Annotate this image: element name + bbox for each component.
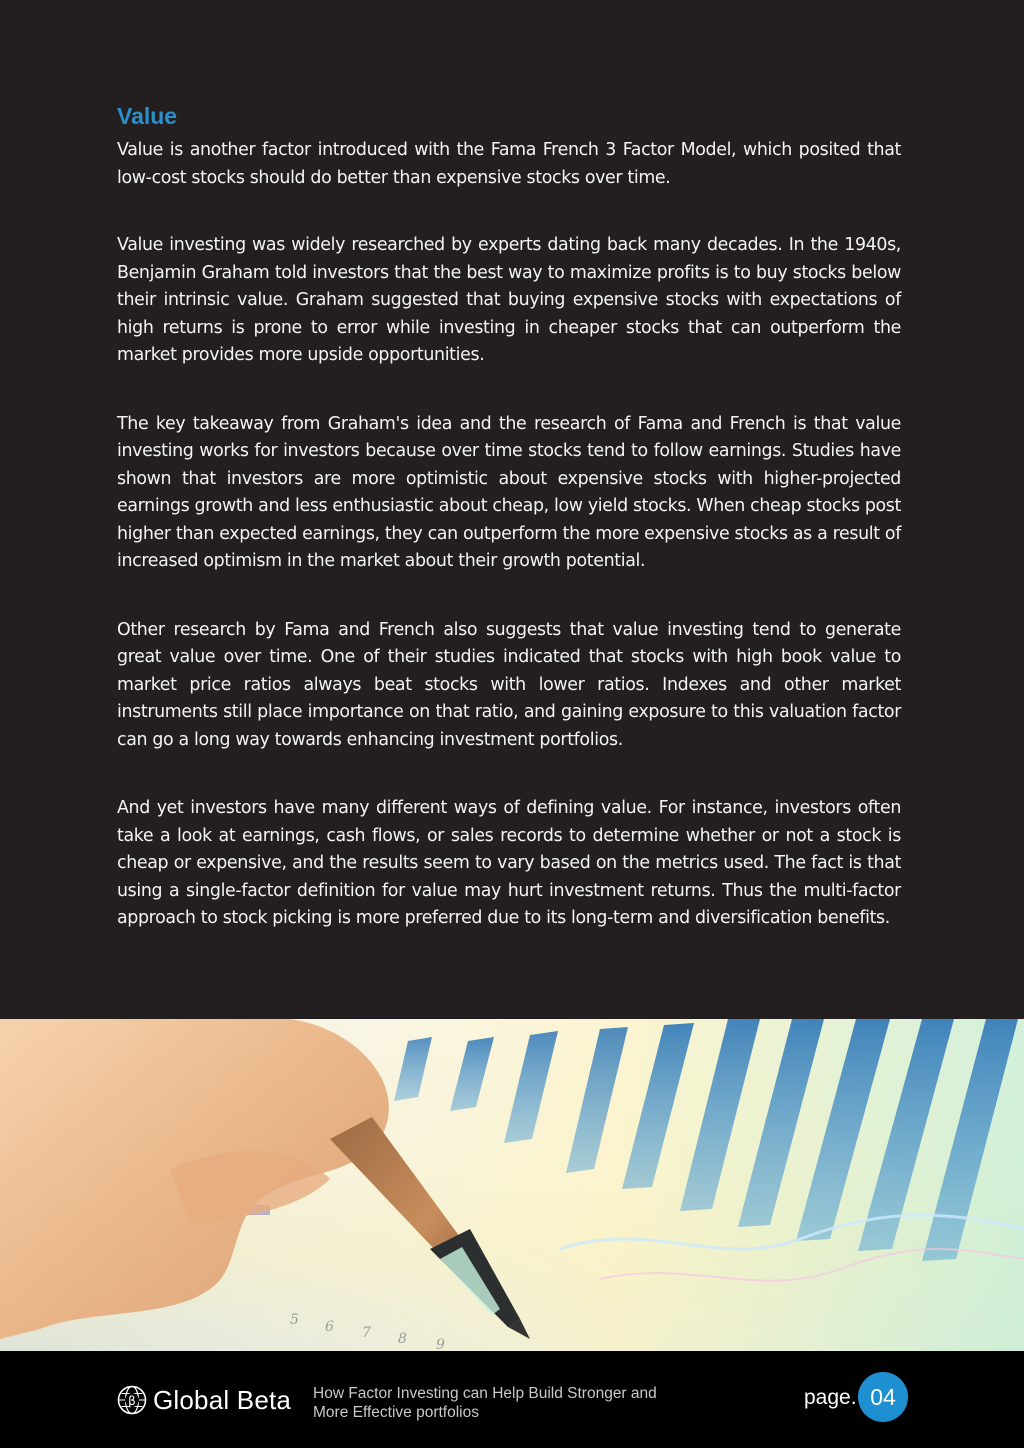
paragraph-2: Value investing was widely researched by experts dating back many decades. In the 1940s, Benjamin Graham told investors that the best way to maximize profits is to buy stocks below their intrinsic value. Graham suggested that buying expensive stocks with expectations of high returns is prone to error while investing in cheaper stocks that can outperform the market provides more upside opportunities. xyxy=(117,235,901,365)
article-body xyxy=(117,101,901,974)
page-label: page. xyxy=(804,1386,857,1409)
page-number-badge: 04 xyxy=(858,1372,908,1422)
svg-text:9: 9 xyxy=(436,1337,445,1351)
pen-chart-illustration xyxy=(0,1019,1024,1351)
globe-beta-icon xyxy=(117,1385,147,1415)
page-footer xyxy=(0,1351,1024,1448)
paragraph-5: And yet investors have many different ways of defining value. For instance, investors often take a look at earnings, cash flows, or sales records to determine whether or not a stock is cheap or expensive, and the results seem to vary based on the metrics used. The fact is that using a single-factor definition for value may hurt investment returns. Thus the multi-factor approach to stock picking is more preferred due to its long-term and diversification benefits. xyxy=(117,798,901,928)
hero-photo xyxy=(0,1019,1024,1351)
svg-text:5: 5 xyxy=(290,1312,299,1328)
svg-text:β: β xyxy=(128,1394,136,1408)
svg-text:6: 6 xyxy=(325,1319,334,1335)
paragraph-3: The key takeaway from Graham's idea and the research of Fama and French is that value investing works for investors because over time stocks tend to follow earnings. Studies have shown that investors are more optimistic about expensive stocks with higher-projected earnings growth and less enthusiastic about cheap, low yield stocks. When cheap stocks post higher than expected earnings, they can outperform the more expensive stocks as a result of increased optimism in the market about their growth potential. xyxy=(117,413,901,571)
footer-tagline: How Factor Investing can Help Build Stronger and More Effective portfolios xyxy=(313,1385,657,1421)
svg-text:7: 7 xyxy=(362,1325,371,1341)
section-title: Value xyxy=(117,103,178,129)
paragraph-4: Other research by Fama and French also suggests that value investing tend to generate great value over time. One of their studies indicated that stocks with high book value to market price ratios always beat stocks with lower ratios. Indexes and other market instruments still place importance on that ratio, and gaining exposure to this valuation factor can go a long way towards enhancing investment portfolios. xyxy=(117,619,901,750)
svg-text:8: 8 xyxy=(398,1331,407,1347)
brand-name: Global Beta xyxy=(153,1384,292,1415)
paragraph-1: Value is another factor introduced with the Fama French 3 Factor Model, which posited that low-cost stocks should do better than expensive stocks over time. xyxy=(117,140,901,188)
brand-logo[interactable] xyxy=(117,1383,291,1417)
